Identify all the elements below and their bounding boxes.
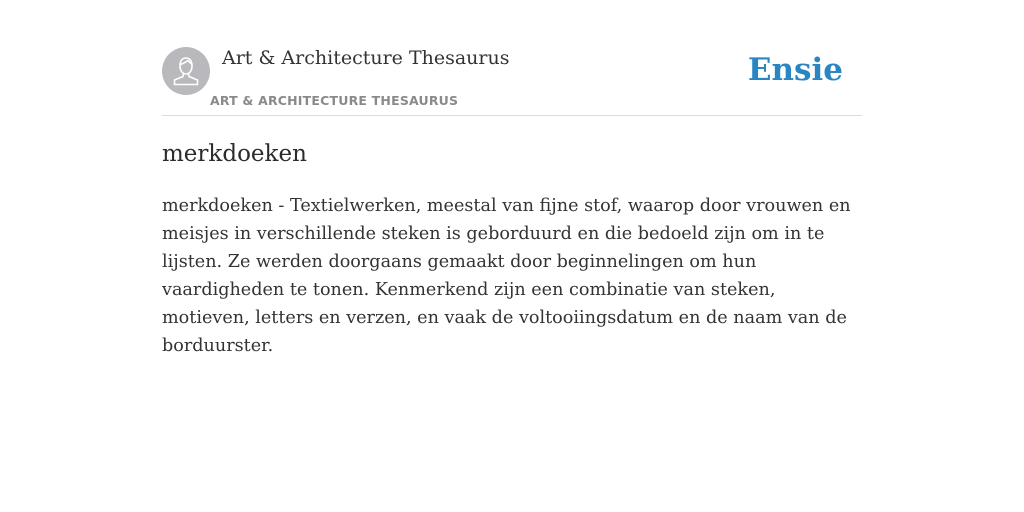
- author-subtitle[interactable]: ART & ARCHITECTURE THESAURUS: [210, 93, 459, 108]
- author-name[interactable]: Art & Architecture Thesaurus: [222, 47, 510, 69]
- author-avatar[interactable]: [162, 47, 210, 95]
- entry-definition: merkdoeken - Textielwerken, meestal van fijne stof, waarop door vrouwen en meisjes in verschillende steken is geborduurd en die bedoeld zijn om in te lijsten. Ze werden doorgaans gemaakt door beginnelingen om hun vaardigheden te tonen. Kenmerkend zijn een combinatie van steken, motieven, letters en verzen, en vaak de voltooiingsdatum en de naam van de borduurster.: [162, 196, 851, 356]
- brand-logo[interactable]: Ensie: [747, 52, 843, 88]
- entry-title: merkdoeken: [162, 141, 307, 167]
- page-header: [162, 46, 862, 116]
- user-placeholder-icon: [162, 47, 210, 95]
